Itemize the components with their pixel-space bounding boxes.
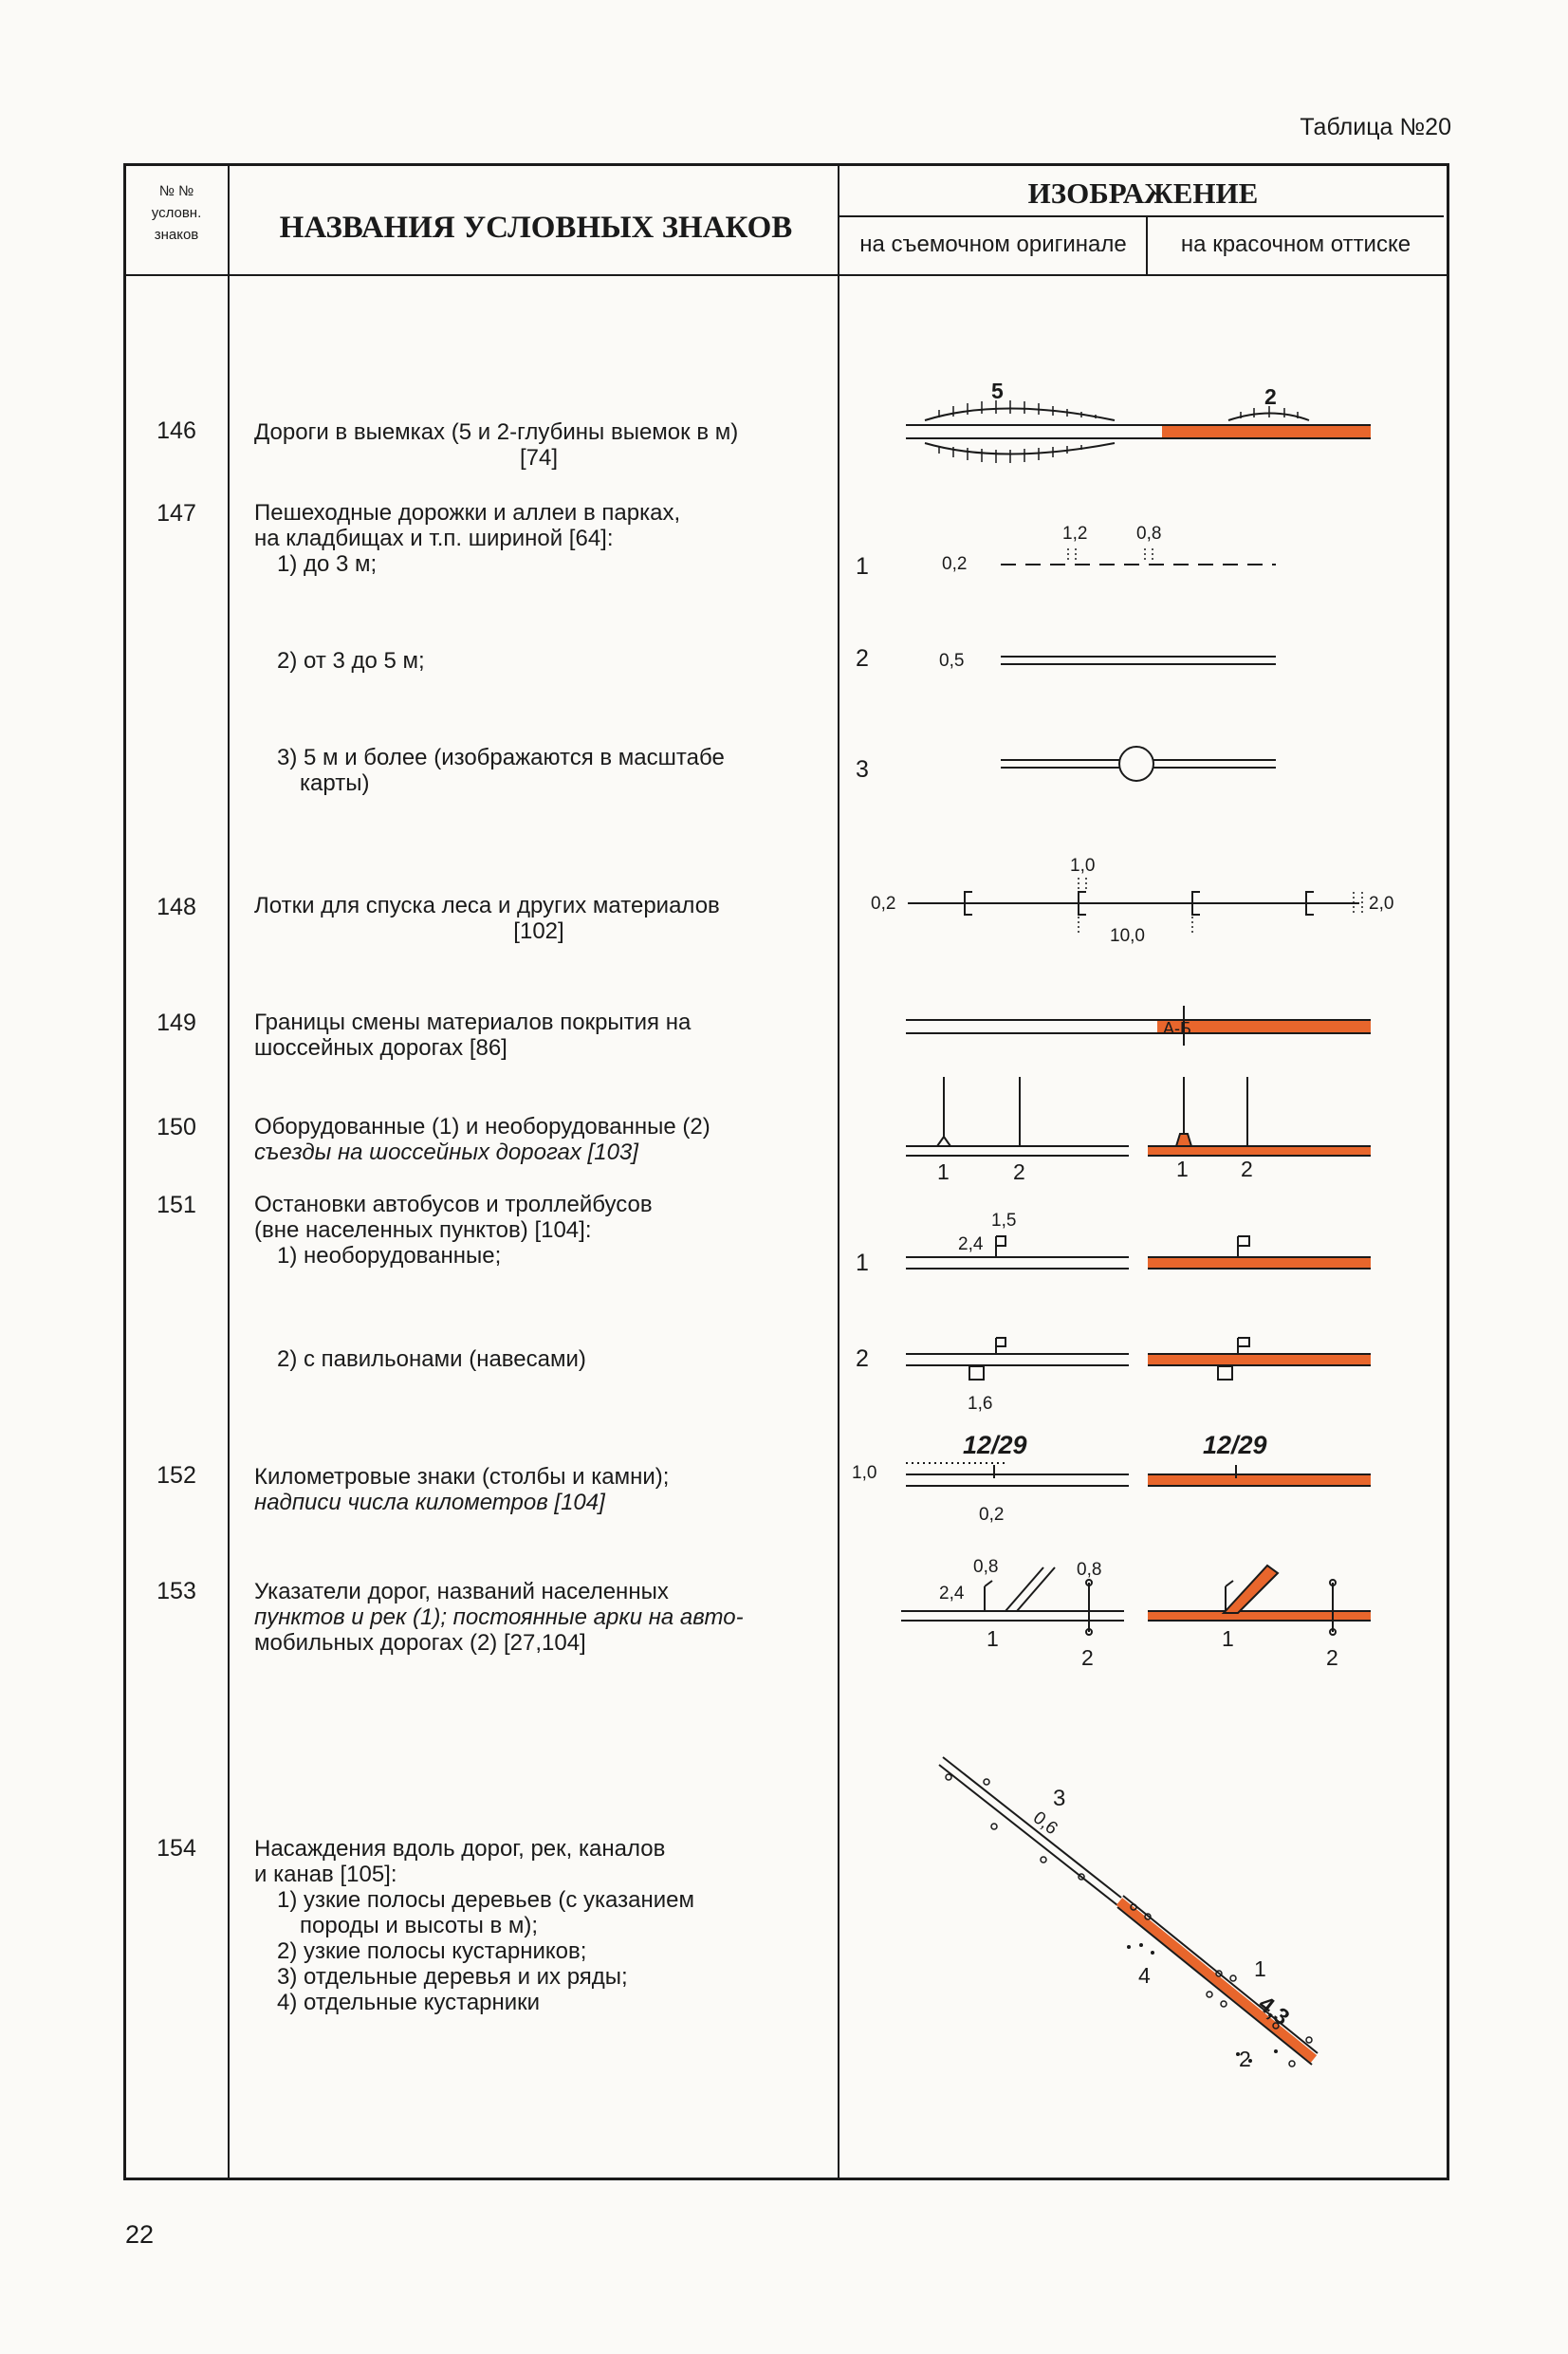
- row-149-num: 149: [157, 1010, 196, 1036]
- label-153-1a: 1: [987, 1626, 999, 1651]
- label-153-2-4: 2,4: [939, 1584, 965, 1603]
- symbol-154: [939, 1757, 1318, 2067]
- row-147-sub2: 2: [856, 645, 869, 672]
- row-153-desc: Указатели дорог, названий населенных пунктов и рек (1); постоянные арки на авто- мобильных дорогах (2) [27,104]: [254, 1579, 744, 1656]
- row-150-desc: Оборудованные (1) и необорудованные (2) съезды на шоссейных дорогах [103]: [254, 1114, 710, 1165]
- symbol-149: [906, 1006, 1371, 1046]
- label-1-0: 1,0: [1070, 856, 1096, 876]
- label-2-4: 2,4: [958, 1234, 984, 1254]
- label-150-1b: 1: [1176, 1157, 1189, 1181]
- label-km-0-2: 0,2: [979, 1505, 1005, 1525]
- row-150-num: 150: [157, 1114, 196, 1140]
- header-name: НАЗВАНИЯ УСЛОВНЫХ ЗНАКОВ: [279, 211, 793, 245]
- label-154-2: 2: [1239, 2047, 1251, 2071]
- header-print: на красочном оттиске: [1180, 232, 1411, 257]
- label-10-0: 10,0: [1110, 926, 1145, 946]
- label-154-1: 1: [1254, 1956, 1266, 1981]
- label-154-4: 4: [1138, 1963, 1151, 1988]
- label-km-a: 12/29: [963, 1431, 1027, 1459]
- label-0-2: 0,2: [942, 554, 968, 574]
- row-151-sub1: 1: [856, 1250, 869, 1276]
- row-148-desc: Лотки для спуска леса и других материалов [102]: [254, 893, 720, 944]
- row-147-num: 147: [157, 500, 196, 527]
- symbol-151: [906, 1236, 1371, 1380]
- row-147-sub1: 1: [856, 553, 869, 580]
- label-154-3: 3: [1053, 1786, 1066, 1811]
- label-0-5: 0,5: [939, 651, 965, 671]
- label-150-1a: 1: [937, 1159, 950, 1184]
- row-147-item2: 2) от 3 до 5 м;: [277, 648, 425, 674]
- row-151-sub2: 2: [856, 1345, 869, 1372]
- label-153-0-8b: 0,8: [1077, 1560, 1102, 1580]
- row-147-sub3: 3: [856, 756, 869, 783]
- row-148-num: 148: [157, 894, 196, 920]
- row-147-desc: Пешеходные дорожки и аллеи в парках, на кладбищах и т.п. шириной [64]: 1) до 3 м;: [254, 500, 681, 577]
- row-151-item2: 2) с павильонами (навесами): [277, 1346, 586, 1372]
- label-1-2: 1,2: [1062, 524, 1088, 544]
- page-number: 22: [125, 2220, 155, 2249]
- symbol-153: [901, 1566, 1371, 1635]
- header-num: № № условн. знаков: [151, 183, 202, 243]
- header-original: на съемочном оригинале: [859, 232, 1127, 257]
- row-153-num: 153: [157, 1578, 196, 1604]
- row-154-desc: Насаждения вдоль дорог, рек, каналов и канав [105]: 1) узкие полосы деревьев (с указанием породы и высоты в м); 2) узкие полосы кустарников; 3) отдельные деревья и их ряды; 4) отдельные кустарники: [254, 1836, 694, 2015]
- symbol-146: [906, 400, 1371, 463]
- row-146-desc: Дороги в выемках (5 и 2-глубины выемок в м) [74]: [254, 419, 739, 471]
- row-151-num: 151: [157, 1192, 196, 1218]
- label-depth-5: 5: [991, 379, 1004, 403]
- table-label: Таблица №20: [1300, 114, 1451, 140]
- row-154-num: 154: [157, 1835, 196, 1862]
- label-153-0-8a: 0,8: [973, 1557, 999, 1577]
- label-154-4-3: 4,3: [1253, 1991, 1295, 2031]
- label-150-2a: 2: [1013, 1159, 1025, 1184]
- header-image: ИЗОБРАЖЕНИЕ: [1027, 176, 1259, 210]
- label-km-b: 12/29: [1203, 1431, 1267, 1459]
- symbol-152: [906, 1463, 1371, 1486]
- label-153-1b: 1: [1222, 1626, 1234, 1651]
- label-km-1-0: 1,0: [852, 1463, 877, 1483]
- label-a-b: А-Б: [1163, 1019, 1191, 1038]
- label-153-2b: 2: [1326, 1645, 1338, 1670]
- label-1-6: 1,6: [968, 1394, 993, 1414]
- label-153-2a: 2: [1081, 1645, 1094, 1670]
- row-152-desc: Километровые знаки (столбы и камни); надписи числа километров [104]: [254, 1464, 670, 1515]
- row-149-desc: Границы смены материалов покрытия на шоссейных дорогах [86]: [254, 1010, 692, 1061]
- row-152-num: 152: [157, 1462, 196, 1489]
- label-1-5: 1,5: [991, 1211, 1017, 1231]
- label-depth-2: 2: [1264, 384, 1277, 409]
- label-150-2b: 2: [1241, 1157, 1253, 1181]
- label-chute-0-2: 0,2: [871, 894, 896, 914]
- symbol-150: [906, 1077, 1371, 1156]
- label-2-0: 2,0: [1369, 894, 1394, 914]
- row-146-num: 146: [157, 417, 196, 444]
- row-147-item3: 3) 5 м и более (изображаются в масштабе карты): [277, 745, 725, 796]
- label-154-0-6: 0,6: [1028, 1807, 1061, 1840]
- label-0-8: 0,8: [1136, 524, 1162, 544]
- symbol-147: [1001, 548, 1276, 781]
- row-151-desc: Остановки автобусов и троллейбусов (вне населенных пунктов) [104]: 1) необорудованные;: [254, 1192, 653, 1269]
